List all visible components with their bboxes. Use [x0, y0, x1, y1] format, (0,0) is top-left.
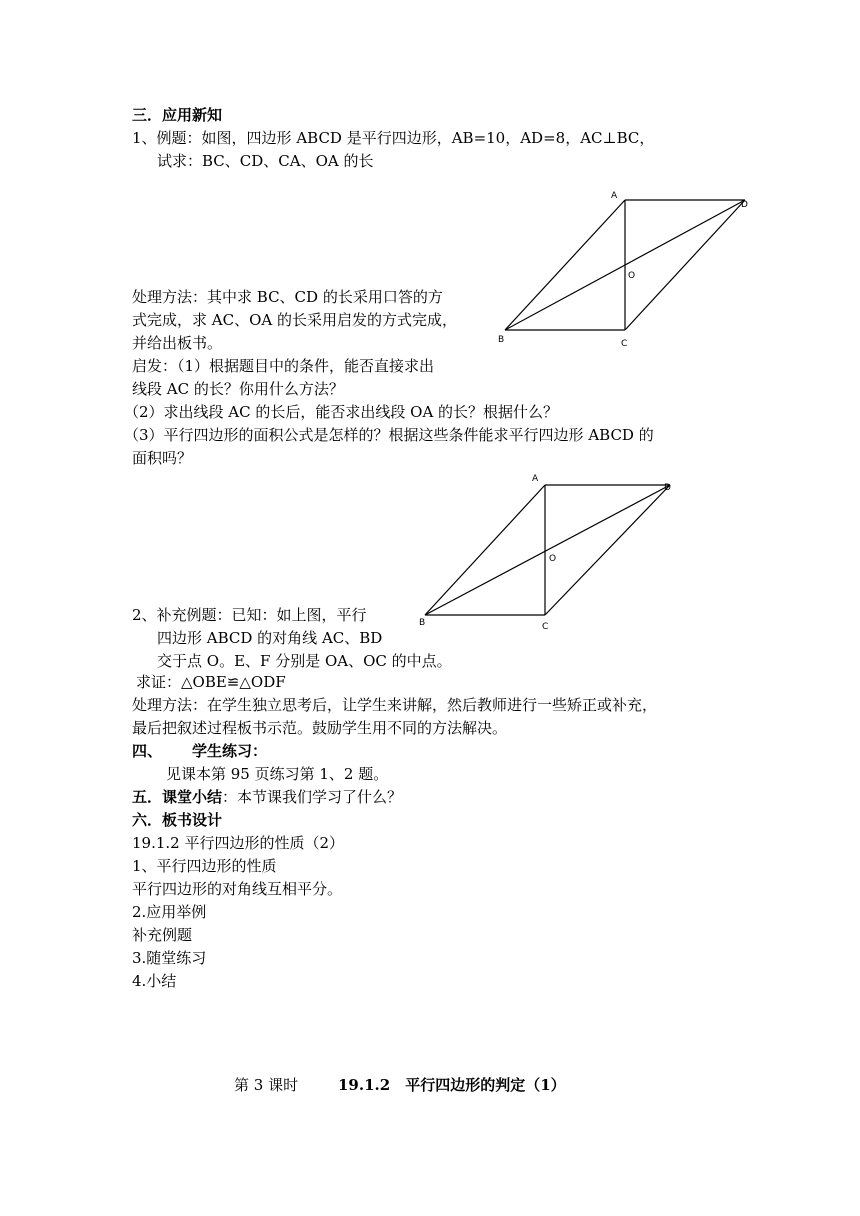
label-c: C — [542, 622, 549, 632]
label-d: D — [741, 200, 748, 210]
ex2-line2: 四边形 ABCD 的对角线 AC、BD — [157, 629, 383, 647]
section4-number: 四、 — [132, 742, 163, 760]
diagonal-bd — [425, 485, 670, 615]
hint1-line2: 线段 AC 的长？你用什么方法？ — [132, 380, 344, 398]
method-line2: 式完成，求 AC、OA 的长采用启发的方式完成， — [132, 311, 457, 329]
section4-heading: 学生练习： — [192, 742, 268, 760]
hint3-line1: （3）平行四边形的面积公式是怎样的？根据这些条件能求平行四边形 ABCD 的 — [124, 426, 654, 444]
section3-heading: 三．应用新知 — [132, 106, 223, 124]
section5-text: ：本节课我们学习了什么？ — [222, 788, 403, 806]
board-item: 3.随堂练习 — [132, 949, 207, 967]
section5 — [132, 786, 402, 808]
hint3-line2: 面积吗？ — [132, 449, 193, 467]
side-cd — [625, 200, 745, 330]
lesson-title: 19.1.2 平行四边形的判定（1） — [338, 1076, 566, 1094]
label-c: C — [621, 339, 628, 349]
label-o: O — [628, 271, 636, 281]
section5-heading: 五．课堂小结 — [132, 788, 223, 806]
board-item: 补充例题 — [132, 926, 193, 944]
side-cd — [545, 485, 670, 615]
label-a: A — [532, 474, 539, 484]
method2-line2: 最后把叙述过程板书示范。鼓励学生用不同的方法解决。 — [132, 719, 508, 737]
parallelogram-figure-2 — [413, 468, 683, 638]
board-item: 4.小结 — [132, 972, 177, 990]
parallelogram-figure-1 — [490, 185, 760, 355]
method-line3: 并给出板书。 — [132, 334, 223, 352]
hint1-line1: 启发：（1）根据题目中的条件，能否直接求出 — [132, 357, 435, 375]
method2-line1: 处理方法：在学生独立思考后，让学生来讲解，然后教师进行一些矫正或补充， — [132, 696, 658, 714]
board-item: 19.1.2 平行四边形的性质（2） — [132, 834, 345, 852]
label-b: B — [419, 618, 426, 628]
section4-text: 见课本第 95 页练习第 1、2 题。 — [166, 765, 389, 783]
side-ab — [505, 200, 625, 330]
hint2: （2）求出线段 AC 的长后，能否求出线段 OA 的长？根据什么？ — [124, 403, 559, 421]
side-ab — [425, 485, 545, 615]
label-b: B — [498, 335, 505, 345]
board-item: 平行四边形的对角线互相平分。 — [132, 880, 343, 898]
board-item: 1、平行四边形的性质 — [132, 857, 277, 875]
lesson-number: 第 3 课时 — [234, 1076, 299, 1094]
board-item: 2.应用举例 — [132, 903, 207, 921]
example1-line1: 1、例题：如图，四边形 ABCD 是平行四边形，AB=10，AD=8，AC⊥BC， — [132, 129, 655, 147]
label-d: D — [664, 483, 671, 493]
section6-heading: 六．板书设计 — [132, 811, 223, 829]
ex2-line1: 2、补充例题：已知：如上图，平行 — [132, 606, 367, 624]
example1-line2: 试求：BC、CD、CA、OA 的长 — [157, 152, 374, 170]
ex2-line3: 交于点 O。E、F 分别是 OA、OC 的中点。 — [157, 652, 452, 670]
label-a: A — [611, 191, 618, 201]
label-o: O — [549, 554, 557, 564]
method-line1: 处理方法：其中求 BC、CD 的长采用口答的方 — [132, 288, 443, 306]
ex2-prove: 求证：△OBE≌△ODF — [136, 673, 286, 691]
